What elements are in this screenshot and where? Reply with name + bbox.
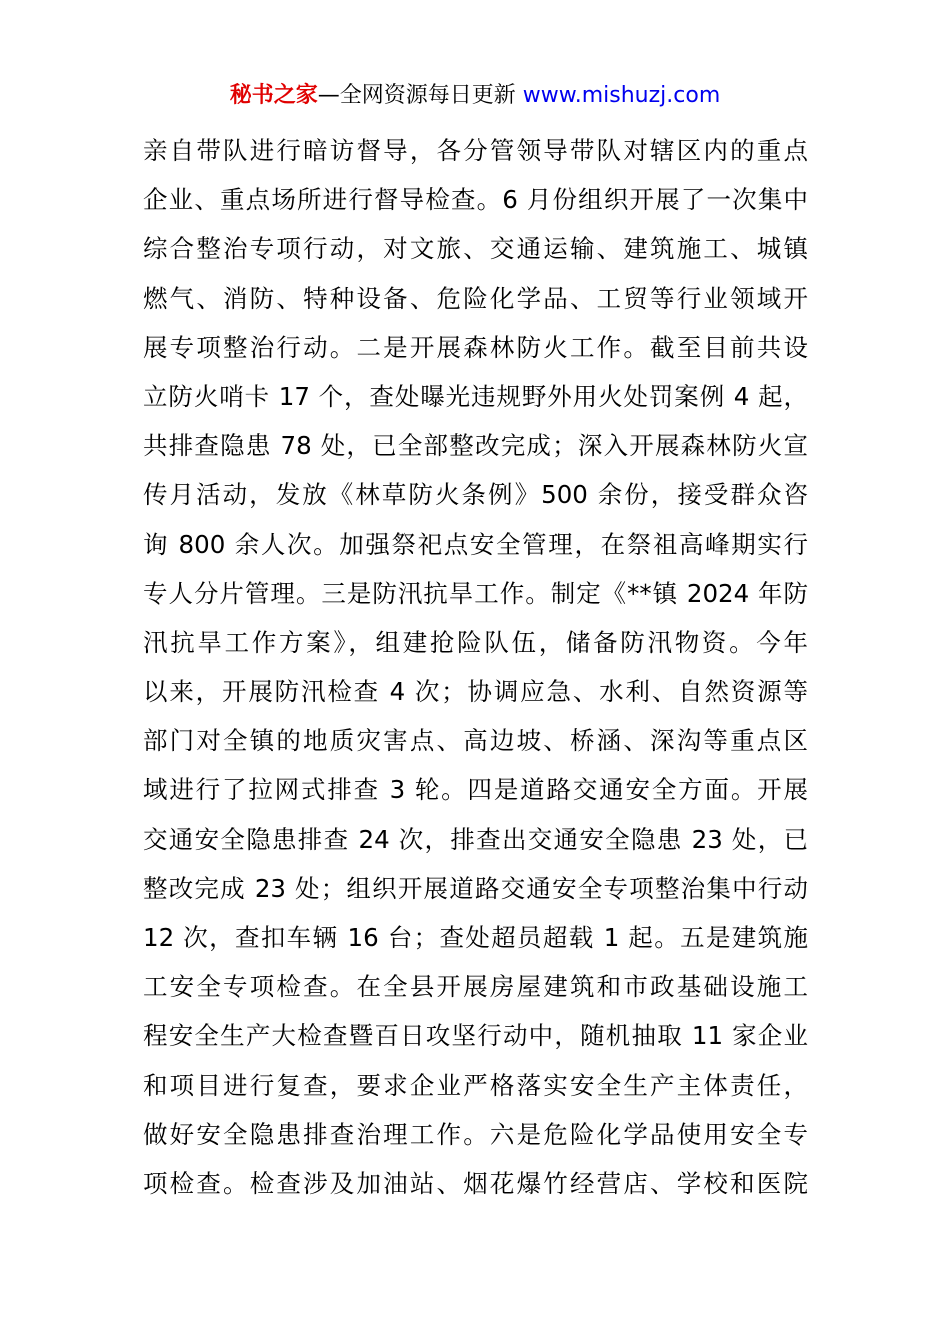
header-tagline: 全网资源每日更新 [339, 83, 523, 108]
body-line: 汛抗旱工作方案》，组建抢险队伍，储备防汛物资。今年 [143, 627, 808, 657]
body-line: 部门对全镇的地质灾害点、高边坡、桥涵、深沟等重点区 [143, 726, 808, 756]
body-line: 企业、重点场所进行督导检查。6 月份组织开展了一次集中 [143, 185, 808, 215]
body-line: 项检查。检查涉及加油站、烟花爆竹经营店、学校和医院 [143, 1168, 808, 1198]
body-line: 程安全生产大检查暨百日攻坚行动中，随机抽取 11 家企业 [143, 1021, 808, 1051]
body-line: 域进行了拉网式排查 3 轮。四是道路交通安全方面。开展 [143, 775, 808, 805]
header-url-link[interactable]: www.mishuzj.com [522, 83, 721, 108]
body-line: 共排查隐患 78 处，已全部整改完成；深入开展森林防火宣 [143, 431, 808, 461]
body-line: 立防火哨卡 17 个，查处曝光违规野外用火处罚案例 4 起， [143, 381, 808, 411]
body-line: 整改完成 23 处；组织开展道路交通安全专项整治集中行动 [143, 873, 808, 903]
brand-name: 秘书之家 [229, 83, 318, 108]
body-line: 以来，开展防汛检查 4 次；协调应急、水利、自然资源等 [143, 677, 808, 707]
body-line: 亲自带队进行暗访督导，各分管领导带队对辖区内的重点 [143, 136, 808, 165]
body-line: 交通安全隐患排查 24 次，排查出交通安全隐患 23 处，已 [143, 824, 808, 854]
body-line: 展专项整治行动。二是开展森林防火工作。截至目前共设 [143, 332, 808, 362]
body-line: 询 800 余人次。加强祭祀点安全管理，在祭祖高峰期实行 [143, 529, 808, 559]
body-paragraph [143, 126, 808, 1208]
body-line: 燃气、消防、特种设备、危险化学品、工贸等行业领域开 [143, 283, 808, 313]
body-line: 和项目进行复查，要求企业严格落实安全生产主体责任， [143, 1070, 808, 1100]
body-line: 传月活动，发放《林草防火条例》500 余份，接受群众咨 [143, 480, 808, 510]
body-line: 12 次，查扣车辆 16 台；查处超员超载 1 起。五是建筑施 [143, 923, 808, 952]
body-line: 综合整治专项行动，对文旅、交通运输、建筑施工、城镇 [143, 234, 808, 264]
page-header [0, 80, 950, 112]
body-line: 做好安全隐患排查治理工作。六是危险化学品使用安全专 [143, 1119, 808, 1149]
header-separator: — [317, 83, 340, 108]
body-line: 工安全专项检查。在全县开展房屋建筑和市政基础设施工 [143, 972, 808, 1002]
body-line: 专人分片管理。三是防汛抗旱工作。制定《**镇 2024 年防 [143, 578, 808, 608]
